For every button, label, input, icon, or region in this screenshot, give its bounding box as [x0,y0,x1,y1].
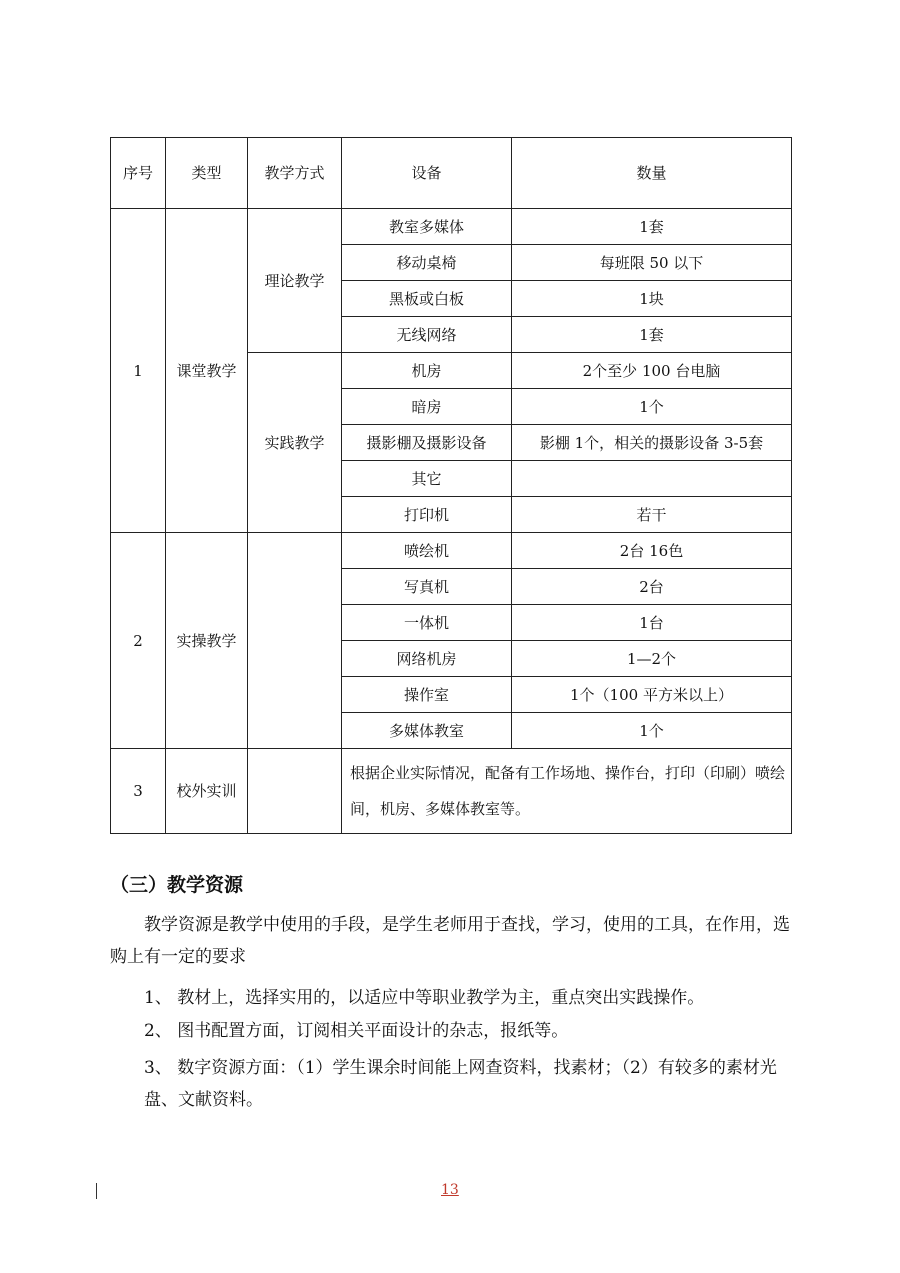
row-number: 1 [111,209,166,533]
teaching-resources-table [110,137,792,834]
table-row [111,749,792,834]
equipment-cell: 多媒体教室 [342,713,512,749]
margin-marker [96,1183,97,1199]
row-method: 理论教学 [248,209,342,353]
page-number: 13 [441,1182,459,1198]
row-note: 根据企业实际情况，配备有工作场地、操作台，打印（印刷）喷绘间，机房、多媒体教室等。 [342,749,792,834]
row-type: 校外实训 [166,749,248,834]
row-method [248,749,342,834]
row-number: 2 [111,533,166,749]
quantity-cell [512,461,792,497]
quantity-cell: 若干 [512,497,792,533]
quantity-cell: 2台 [512,569,792,605]
table-row [111,533,792,569]
quantity-cell: 1个 [512,713,792,749]
header-type: 类型 [166,138,248,209]
equipment-cell: 无线网络 [342,317,512,353]
quantity-cell: 1个（100 平方米以上） [512,677,792,713]
list-item: 1、 教材上，选择实用的，以适应中等职业教学为主，重点突出实践操作。 [144,988,705,1008]
equipment-cell: 喷绘机 [342,533,512,569]
quantity-cell: 1台 [512,605,792,641]
quantity-cell: 2台 16色 [512,533,792,569]
row-type: 课堂教学 [166,209,248,533]
header-method: 教学方式 [248,138,342,209]
section-heading: （三）教学资源 [110,874,244,896]
equipment-cell: 网络机房 [342,641,512,677]
quantity-cell: 每班限 50 以下 [512,245,792,281]
header-quantity: 数量 [512,138,792,209]
table-header-row [111,138,792,209]
equipment-cell: 教室多媒体 [342,209,512,245]
equipment-cell: 打印机 [342,497,512,533]
quantity-cell: 1个 [512,389,792,425]
equipment-cell: 机房 [342,353,512,389]
row-method [248,533,342,749]
row-number: 3 [111,749,166,834]
quantity-cell: 2个至少 100 台电脑 [512,353,792,389]
quantity-cell: 1块 [512,281,792,317]
quantity-cell: 1套 [512,317,792,353]
row-type: 实操教学 [166,533,248,749]
equipment-cell: 移动桌椅 [342,245,512,281]
row-method: 实践教学 [248,353,342,533]
header-no: 序号 [111,138,166,209]
table-row [111,209,792,245]
quantity-cell: 影棚 1个，相关的摄影设备 3-5套 [512,425,792,461]
list-item: 2、 图书配置方面，订阅相关平面设计的杂志，报纸等。 [144,1021,569,1041]
header-equipment: 设备 [342,138,512,209]
quantity-cell: 1套 [512,209,792,245]
quantity-cell: 1—2个 [512,641,792,677]
equipment-cell: 一体机 [342,605,512,641]
equipment-cell: 摄影棚及摄影设备 [342,425,512,461]
equipment-cell: 暗房 [342,389,512,425]
equipment-cell: 写真机 [342,569,512,605]
equipment-cell: 操作室 [342,677,512,713]
list-item: 3、 数字资源方面：（1）学生课余时间能上网查资料，找素材；（2）有较多的素材光盘、文献资料。 [144,1058,777,1110]
equipment-cell: 其它 [342,461,512,497]
section-intro: 教学资源是教学中使用的手段，是学生老师用于查找，学习，使用的工具，在作用，选购上有一定的要求 [110,915,790,967]
equipment-cell: 黑板或白板 [342,281,512,317]
